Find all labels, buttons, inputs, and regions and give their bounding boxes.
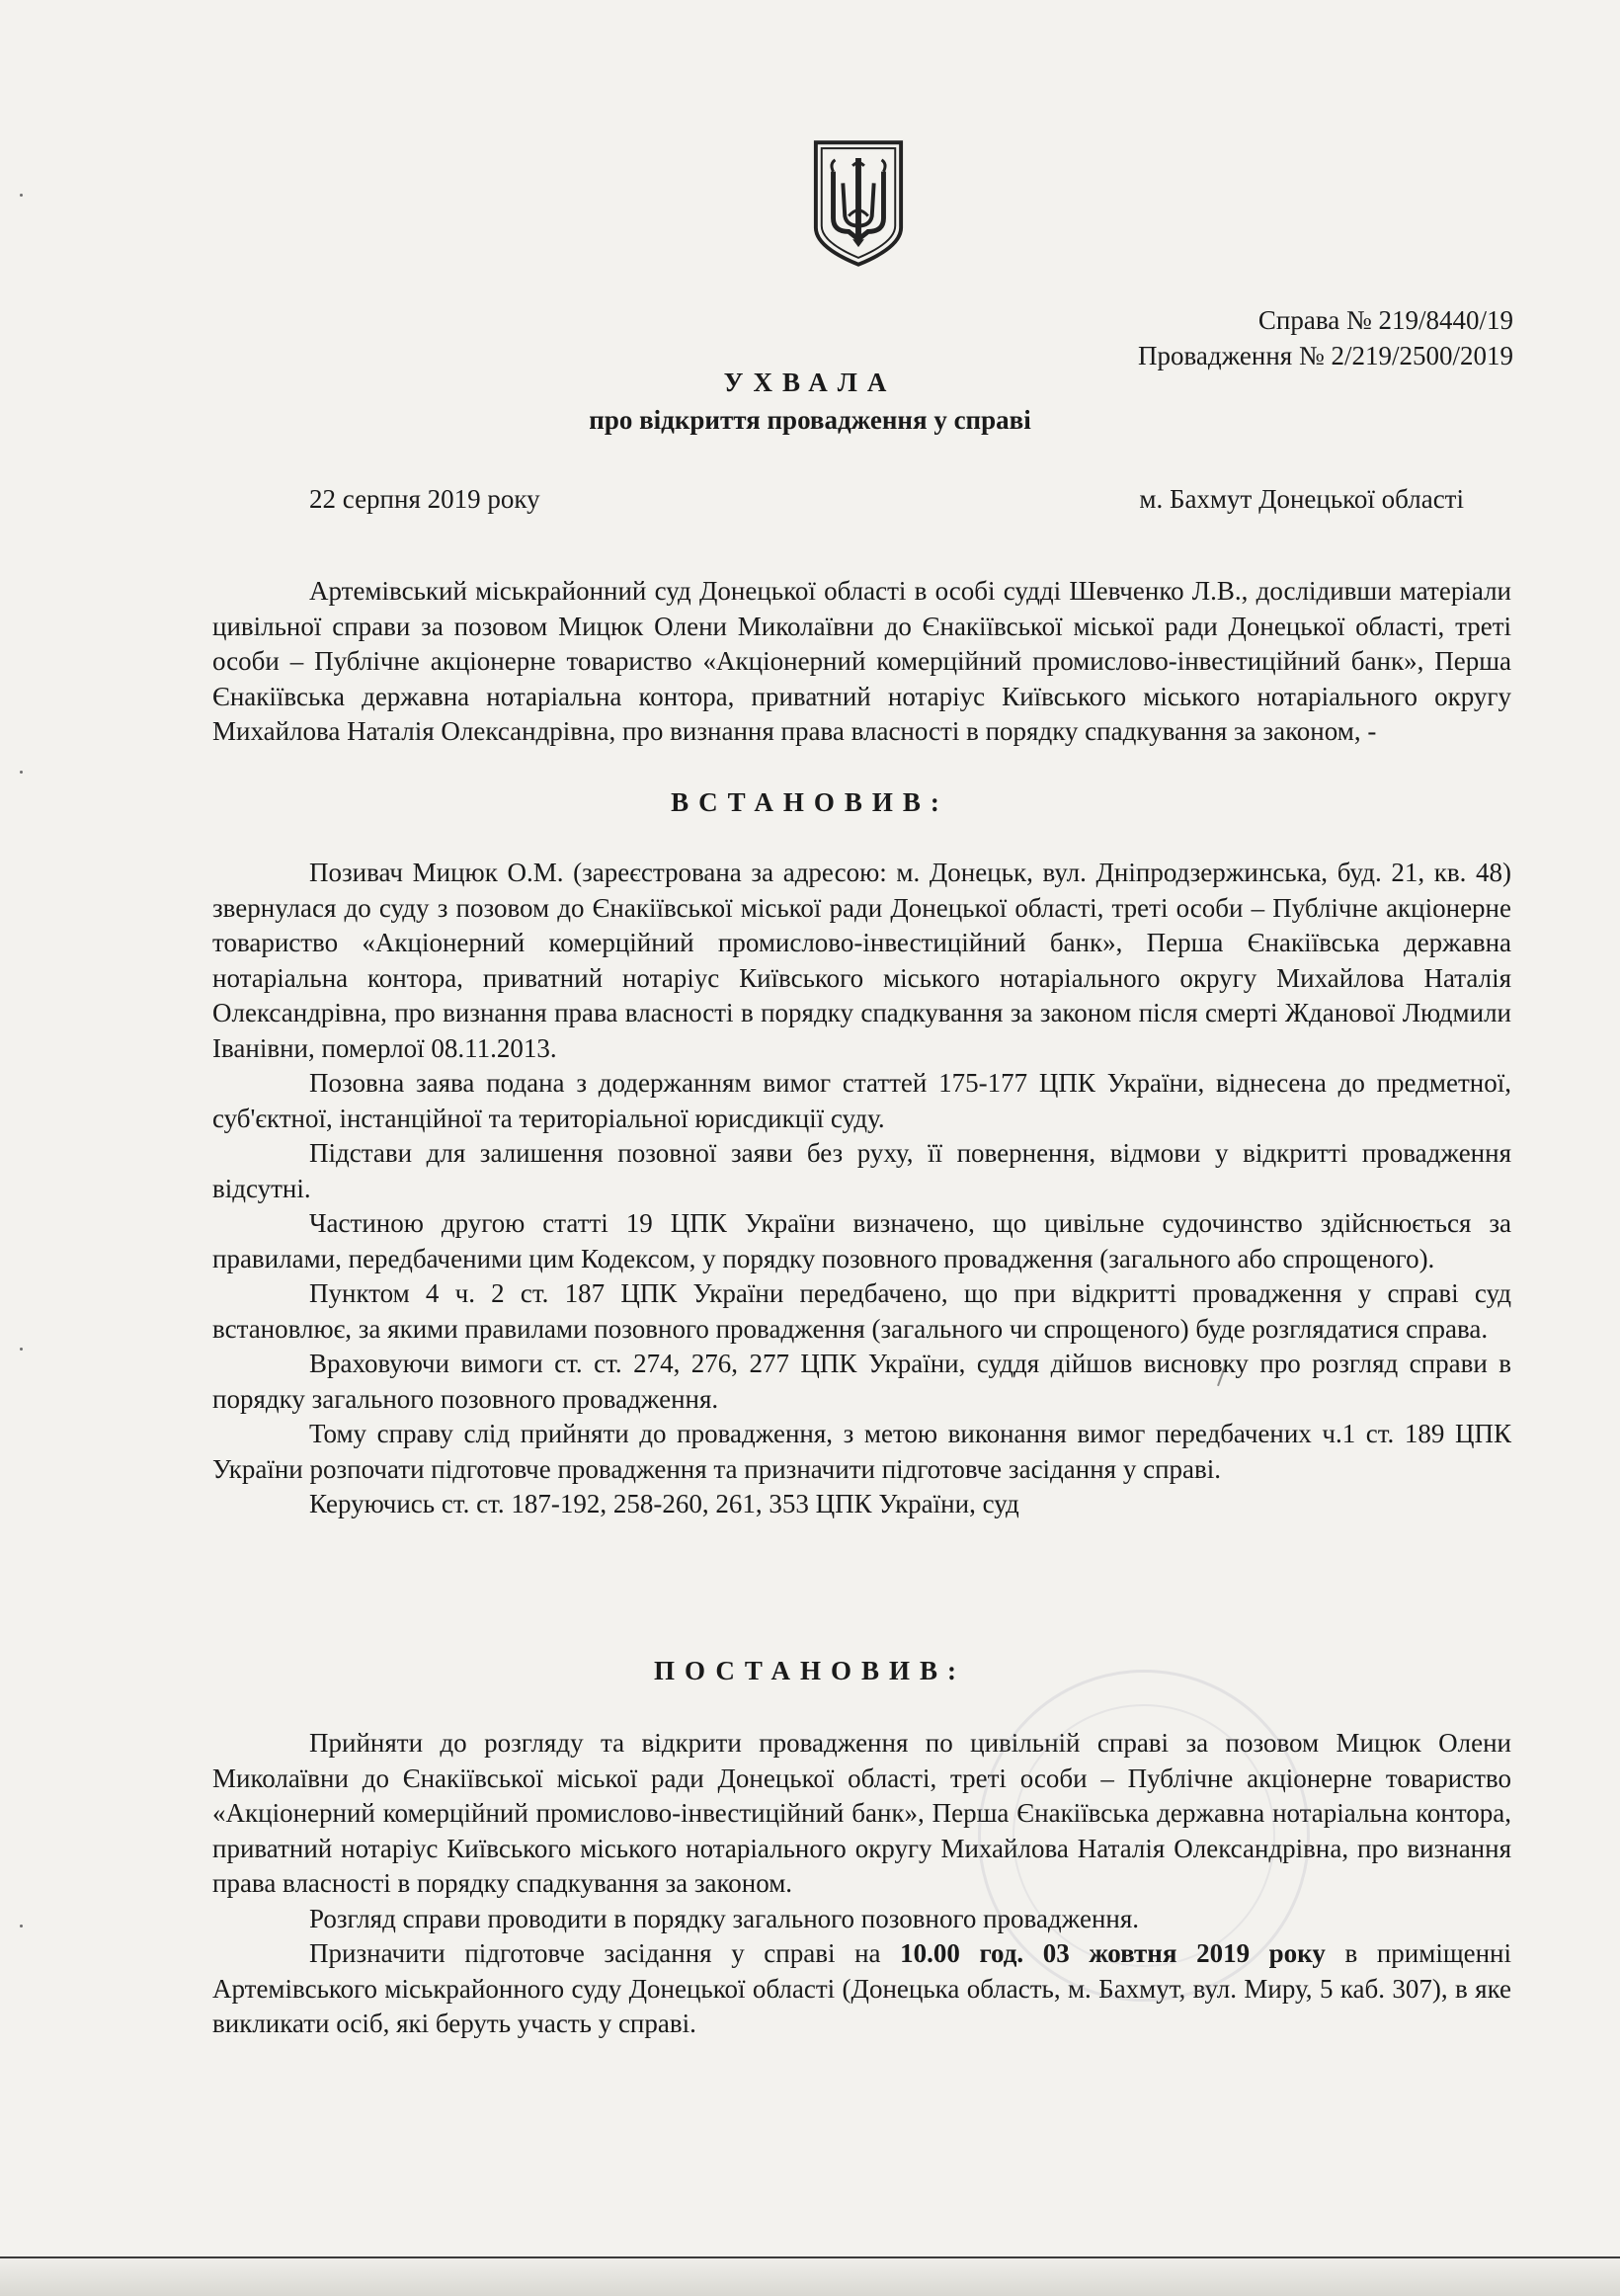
scan-speck (20, 771, 23, 774)
established-paragraph-5: Пунктом 4 ч. 2 ст. 187 ЦПК України передбачено, що при відкритті провадження у справі суд встановлює, за якими правилами позовного провадження (загального чи спрощеного) буде розглядатися справа. (212, 1278, 1511, 1344)
section-established-heading: ВСТАНОВИВ: (671, 787, 949, 817)
established-paragraph-2: Позовна заява подана з додержанням вимог статтей 175-177 ЦПК України, віднесена до предметної, суб'єктної, інстанційної та територіальної юрисдикції суду. (212, 1068, 1511, 1133)
scan-bottom-edge (0, 2256, 1620, 2296)
coat-of-arms-icon (810, 138, 907, 269)
document-date: 22 серпня 2019 року (309, 484, 540, 514)
scan-speck (20, 1925, 23, 1927)
scan-speck (20, 194, 23, 197)
intro-paragraph: Артемівський міськрайонний суд Донецької області в особі судді Шевченко Л.В., дослідивши матеріали цивільної справи за позовом Мицюк Олени Миколаївни до Єнакіївської міської ради Донецької області, треті особи – Публічне акціонерне товариство «Акціонерний комерційний промислово-інвестиційний банк», Перша Єнакіївська державна нотаріальна контора, приватний нотаріус Київського міського нотаріального округу Михайлова Наталія Олександрівна, про визнання права власності в порядку спадкування за законом, - (212, 576, 1511, 746)
proceeding-number: Провадження № 2/219/2500/2019 (1138, 341, 1513, 370)
case-number: Справа № 219/8440/19 (1257, 305, 1513, 335)
resolved-paragraph-1: Прийняти до розгляду та відкрити провадження по цивільній справі за позовом Мицюк Олени Миколаївни до Єнакіївської міської ради Донецької області, треті особи – Публічне акціонерне товариство «Акціонерний комерційний промислово-інвестиційний банк», Перша Єнакіївська державна нотаріальна контора, приватний нотаріус Київського міського нотаріального округу Михайлова Наталія Олександрівна, про визнання права власності в порядку спадкування за законом. (212, 1728, 1511, 1898)
resolved-paragraph-3 (212, 1936, 1511, 2042)
established-block (212, 856, 1511, 1522)
faint-stamp (978, 1670, 1310, 2002)
established-paragraph-7: Тому справу слід прийняти до провадження, з метою виконання вимог передбачених ч.1 ст. 189 ЦПК України розпочати підготовче провадження та призначити підготовче засідання у справі. (212, 1419, 1511, 1484)
document-subtitle: про відкриття провадження у справі (589, 405, 1031, 435)
document-place: м. Бахмут Донецької області (1139, 484, 1464, 514)
established-paragraph-6: Враховуючи вимоги ст. ст. 274, 276, 277 ЦПК України, суддя дійшов висновку про розгляд справи в порядку загального позовного провадження. (212, 1349, 1511, 1414)
scan-speck (20, 1348, 23, 1351)
resolved-p3-end: в приміщенні Артемівського міськрайонного суду Донецької області (Донецька область, м. Бахмут, вул. Миру, 5 каб. 307), в яке викликати осіб, які беруть участь у справі. (212, 1938, 1511, 2038)
established-paragraph-3: Підстави для залишення позовної заяви без руху, її повернення, відмови у відкритті провадження відсутні. (212, 1138, 1511, 1203)
case-numbers (1138, 302, 1513, 373)
established-paragraph-8: Керуючись ст. ст. 187-192, 258-260, 261, 353 ЦПК України, суд (309, 1489, 1019, 1518)
resolved-block (212, 1726, 1511, 2042)
established-paragraph-4: Частиною другою статті 19 ЦПК України визначено, що цивільне судочинство здійснюється за правилами, передбаченими цим Кодексом, у порядку позовного провадження (загального або спрощеного). (212, 1208, 1511, 1273)
document-title: УХВАЛА (723, 368, 897, 397)
resolved-p3-start: Призначити підготовче засідання у справі на (309, 1938, 901, 1968)
resolved-paragraph-2: Розгляд справи проводити в порядку загального позовного провадження. (309, 1903, 1140, 1933)
established-paragraph-1: Позивач Мицюк О.М. (зареєстрована за адресою: м. Донецьк, вул. Дніпродзержинська, буд. 21, кв. 48) звернулася до суду з позовом до Єнакіївської міської ради Донецької області, треті особи – Публічне акціонерне товариство «Акціонерний комерційний промислово-інвестиційний банк», Перша Єнакіївська державна нотаріальна контора, приватний нотаріус Київського міського нотаріального округу Михайлова Наталія Олександрівна, про визнання права власності в порядку спадкування за законом після смерті Жданової Людмили Іванівни, померлої 08.11.2013. (212, 858, 1511, 1063)
hearing-datetime: 10.00 год. 03 жовтня 2019 року (900, 1938, 1326, 1968)
section-resolved-heading: ПОСТАНОВИВ: (653, 1656, 966, 1685)
intro-block (212, 574, 1511, 750)
